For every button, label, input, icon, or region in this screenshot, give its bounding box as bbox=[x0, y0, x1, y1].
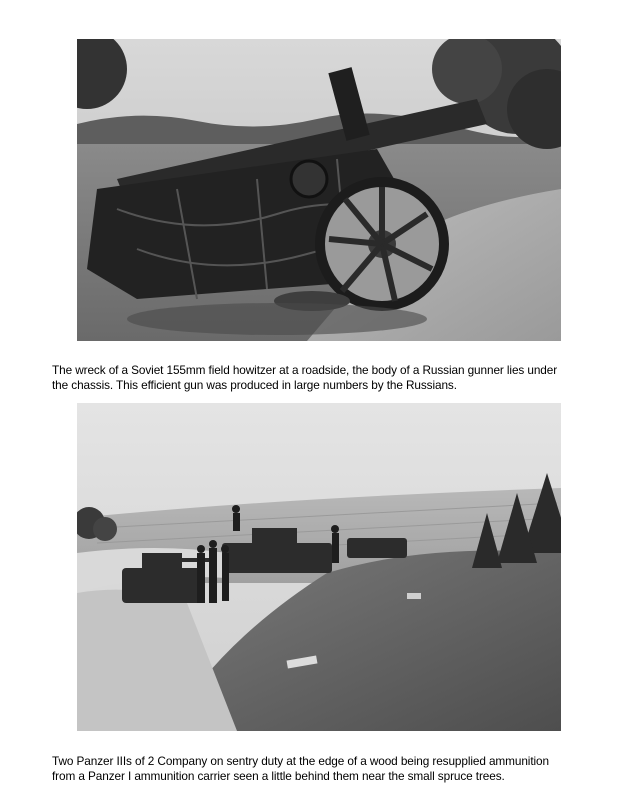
howitzer-wreck-photo bbox=[77, 39, 561, 341]
panzer-photo-caption: Two Panzer IIIs of 2 Company on sentry duty at the edge of a wood being resupplied ammunition from a Panzer I ammunition carrier seen a little behind them near the small spruce trees. bbox=[52, 753, 549, 783]
howitzer-photo-image bbox=[77, 39, 561, 341]
howitzer-photo-caption: The wreck of a Soviet 155mm field howitzer at a roadside, the body of a Russian gunner lies under the chassis. This efficient gun was produced in large numbers by the Russians. bbox=[52, 362, 558, 392]
panzer-photo-image bbox=[77, 403, 561, 731]
panzer-resupply-photo bbox=[77, 403, 561, 731]
